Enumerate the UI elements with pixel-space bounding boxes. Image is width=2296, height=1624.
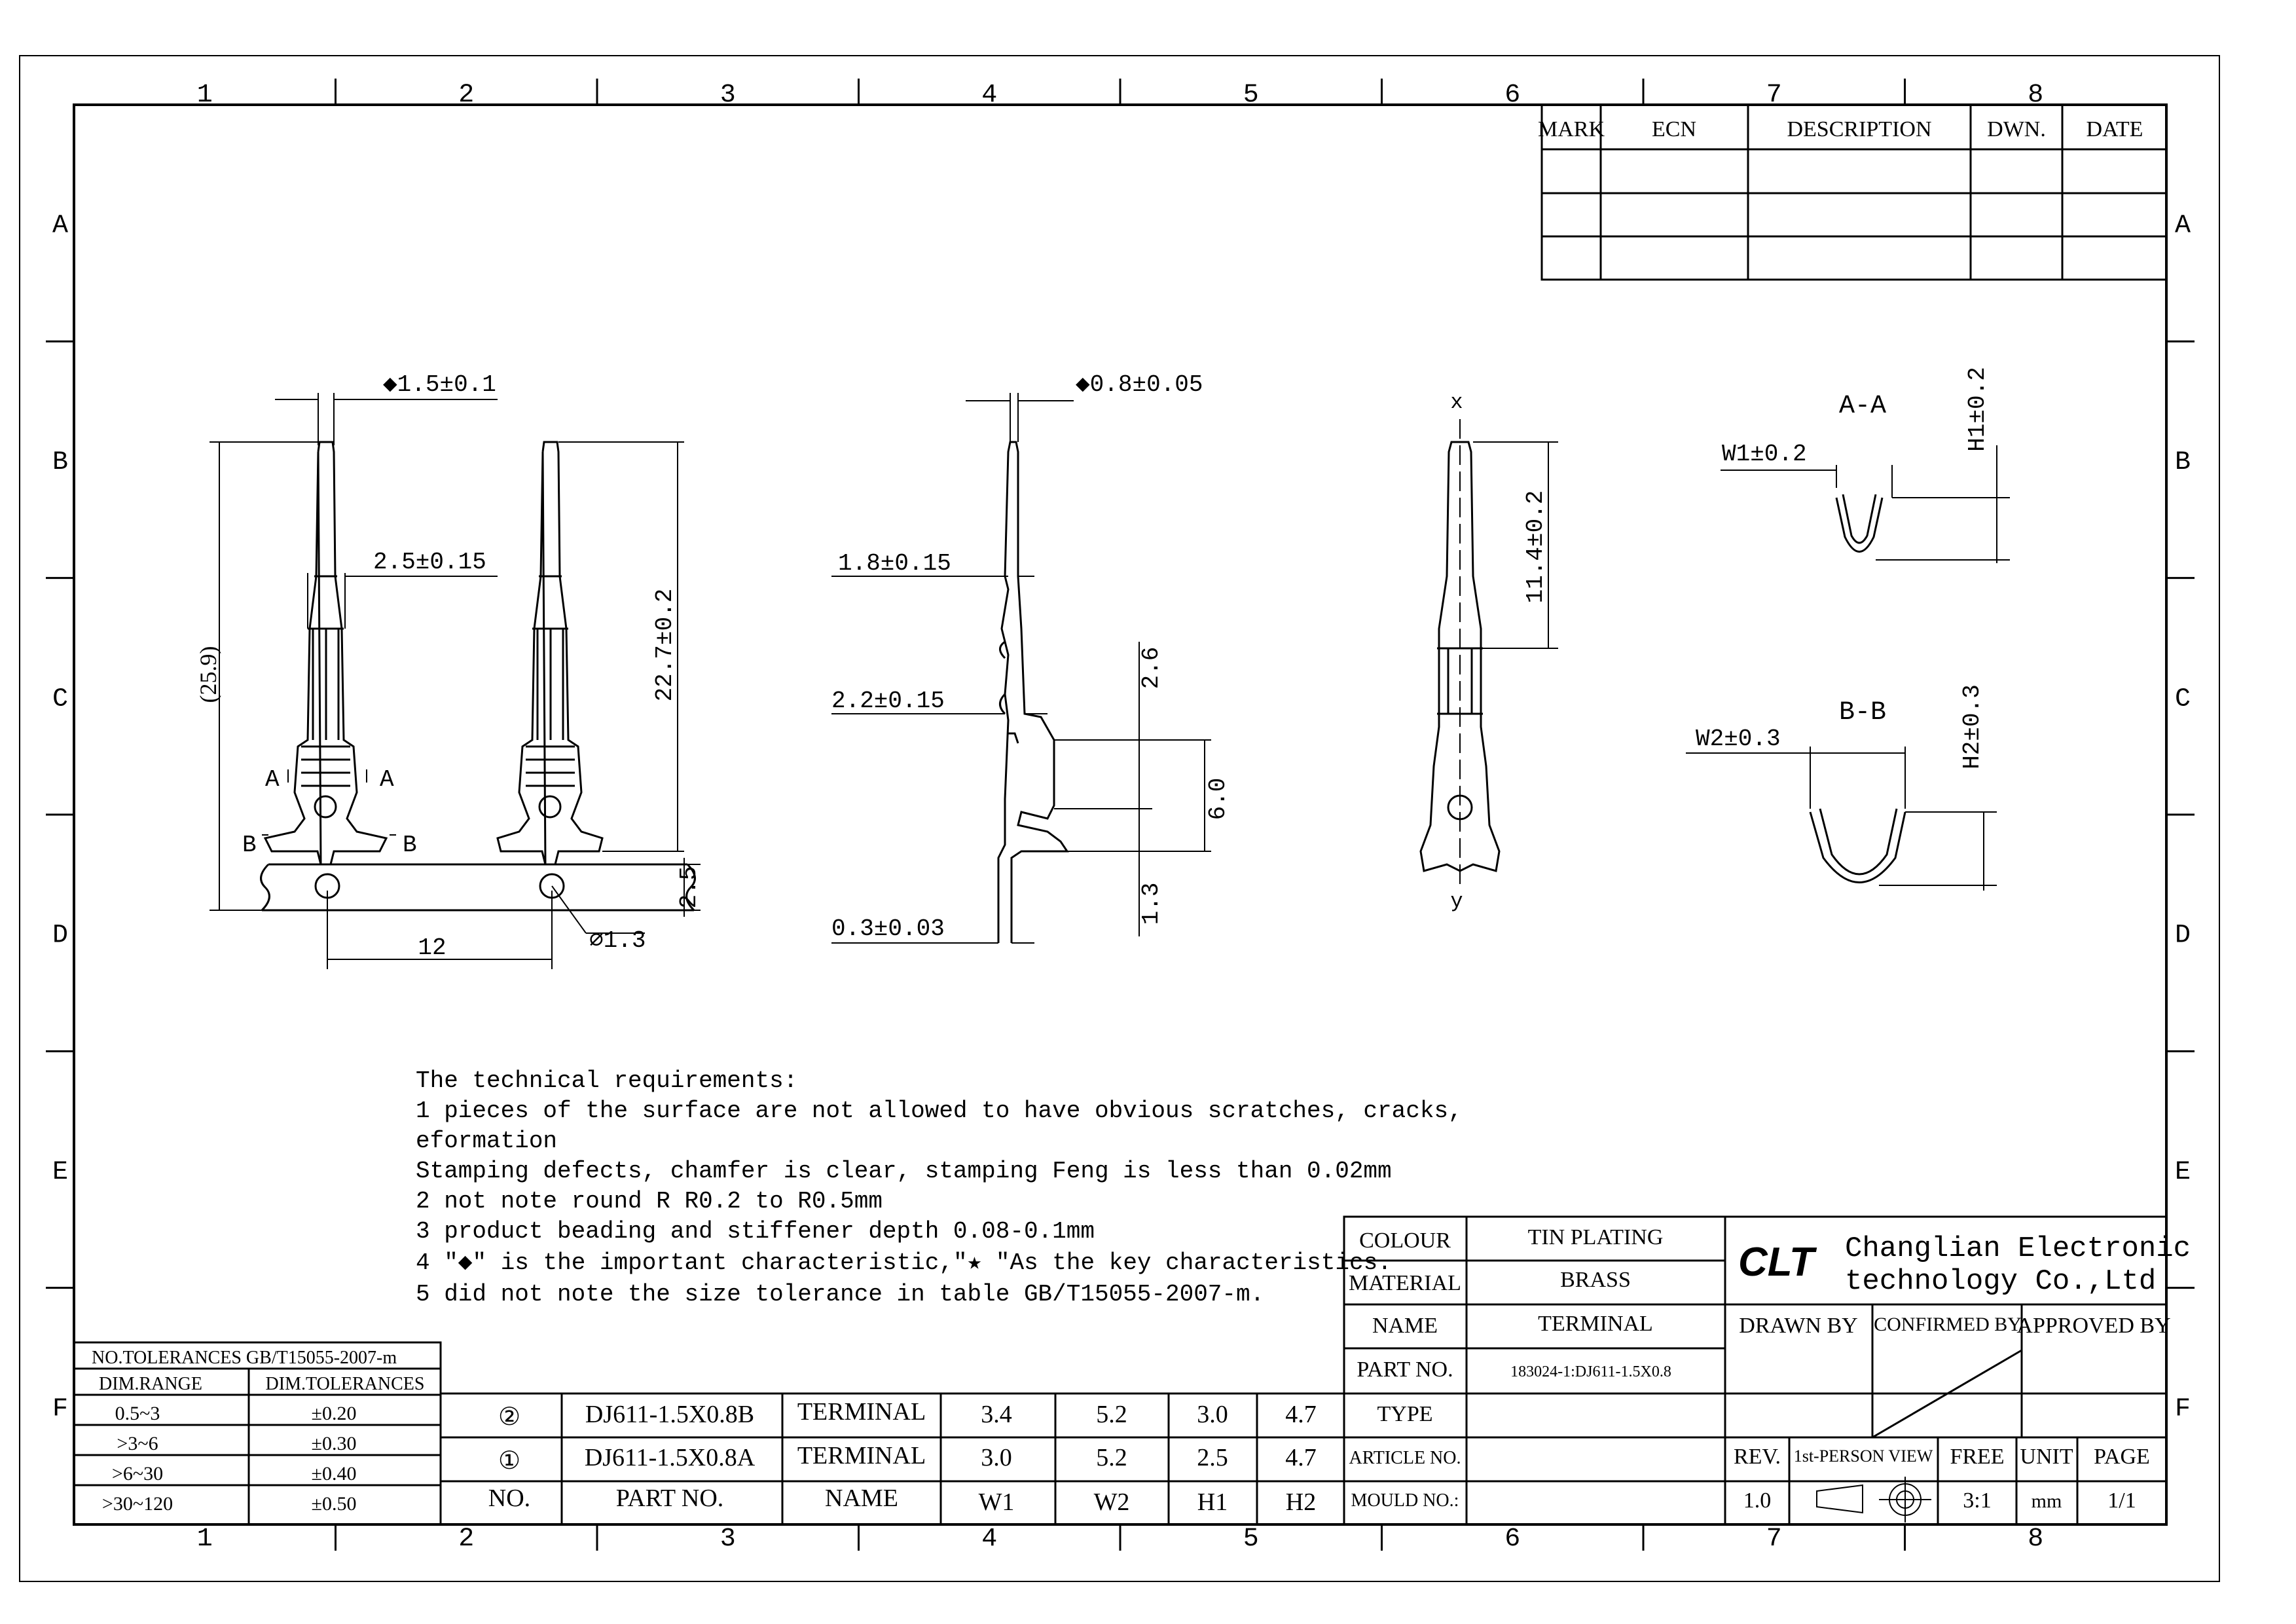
- note-line: 1 pieces of the surface are not allowed to have obvious scratches, cracks,: [416, 1098, 1463, 1124]
- dim-front-tip: ◆1.5±0.1: [383, 371, 496, 398]
- tolerance-range: >3~6: [117, 1433, 158, 1454]
- parts-header-h2: H2: [1285, 1488, 1317, 1516]
- zone-label: 8: [2028, 1524, 2044, 1554]
- tb-material-label: MATERIAL: [1349, 1271, 1461, 1295]
- section-bb-title: B-B: [1838, 698, 1887, 728]
- section-a-left: A: [265, 766, 280, 793]
- tolerance-header-range: DIM.RANGE: [99, 1374, 202, 1394]
- part-h2: 4.7: [1285, 1444, 1317, 1471]
- note-line: The technical requirements:: [416, 1067, 798, 1094]
- zone-label: C: [2174, 684, 2191, 714]
- part-h1: 2.5: [1197, 1444, 1228, 1471]
- dim-side-1: 1.8±0.15: [838, 550, 951, 577]
- tolerance-range: 0.5~3: [115, 1403, 160, 1424]
- zone-label: 4: [981, 1524, 998, 1554]
- tb-unit-value: mm: [2031, 1490, 2062, 1512]
- tb-colour-value: TIN PLATING: [1527, 1225, 1664, 1249]
- rev-header-date: DATE: [2086, 117, 2143, 141]
- zone-label: 5: [1243, 81, 1259, 110]
- dim-front-total: (25.9): [195, 646, 221, 703]
- rev-header-mark: MARK: [1537, 117, 1605, 141]
- tb-view-label: 1st-PERSON VIEW: [1793, 1447, 1933, 1466]
- zone-label: 1: [196, 1524, 213, 1554]
- parts-header-h1: H1: [1197, 1488, 1228, 1516]
- tb-unit-label: UNIT: [2020, 1445, 2073, 1469]
- part-number: DJ611-1.5X0.8B: [585, 1401, 755, 1428]
- zone-label: 2: [458, 1524, 475, 1554]
- dim-side-26: 2.6: [1138, 646, 1165, 690]
- zone-label: 1: [196, 81, 213, 110]
- zone-label: C: [52, 684, 69, 714]
- tb-drawn-by: DRAWN BY: [1739, 1314, 1858, 1338]
- zone-label: 4: [981, 81, 998, 110]
- tb-scale-value: 3:1: [1963, 1488, 1992, 1513]
- tb-rev-value: 1.0: [1743, 1488, 1772, 1513]
- tolerance-title: NO.TOLERANCES GB/T15055-2007-m: [92, 1348, 397, 1368]
- tb-colour-label: COLOUR: [1359, 1228, 1451, 1253]
- tb-article-label: ARTICLE NO.: [1349, 1448, 1461, 1468]
- tolerance-value: ±0.40: [311, 1463, 357, 1485]
- section-b-left: B: [242, 832, 257, 858]
- dim-back-length: 11.4±0.2: [1522, 490, 1549, 604]
- part-w2: 5.2: [1096, 1401, 1127, 1428]
- parts-header-partno: PART NO.: [615, 1485, 724, 1512]
- section-b-right: B: [403, 832, 417, 858]
- zone-label: 8: [2028, 81, 2044, 110]
- note-line: 4 "◆" is the important characteristic,"★ "As the key characteristics.: [416, 1249, 1392, 1276]
- section-aa-height: H1±0.2: [1964, 367, 1991, 452]
- back-axis-y: y: [1450, 889, 1463, 913]
- tolerance-value: ±0.20: [311, 1403, 357, 1424]
- rev-header-description: DESCRIPTION: [1787, 117, 1932, 141]
- dim-side-60: 6.0: [1205, 777, 1231, 821]
- zone-label: 6: [1504, 81, 1521, 110]
- back-view: [1421, 419, 1558, 891]
- tolerance-value: ±0.30: [311, 1433, 357, 1454]
- dim-front-neck: 2.5±0.15: [373, 549, 486, 576]
- parts-header-w1: W1: [978, 1488, 1015, 1516]
- dim-front-length: 22.7±0.2: [651, 588, 678, 702]
- tolerance-range: >30~120: [101, 1493, 173, 1515]
- company-name-line2: technology Co.,Ltd: [1845, 1265, 2157, 1298]
- parts-header-name: NAME: [825, 1485, 898, 1512]
- dim-side-13: 1.3: [1138, 882, 1165, 925]
- dim-side-2: 2.2±0.15: [831, 688, 945, 714]
- zone-label: 3: [720, 1524, 736, 1554]
- zone-label: 5: [1243, 1524, 1259, 1554]
- tolerance-header-tol: DIM.TOLERANCES: [265, 1374, 425, 1394]
- parts-header-w2: W2: [1093, 1488, 1130, 1516]
- part-number: DJ611-1.5X0.8A: [584, 1444, 756, 1471]
- section-aa-title: A-A: [1838, 392, 1887, 421]
- zone-label: F: [2174, 1394, 2191, 1424]
- tb-confirmed-by: CONFIRMED BY: [1874, 1314, 2022, 1335]
- tb-material-value: BRASS: [1560, 1268, 1631, 1292]
- company-logo: CLT: [1738, 1240, 1814, 1285]
- parts-header-no: NO.: [488, 1485, 531, 1512]
- tb-name-label: NAME: [1372, 1314, 1438, 1338]
- tb-mould-label: MOULD NO.:: [1351, 1490, 1459, 1511]
- section-a-right: A: [380, 766, 394, 793]
- part-name: TERMINAL: [797, 1398, 926, 1426]
- back-axis-x: x: [1450, 390, 1463, 415]
- zone-label: 7: [1766, 81, 1782, 110]
- tb-name-value: TERMINAL: [1538, 1312, 1653, 1336]
- zone-label: A: [2174, 211, 2191, 241]
- zone-label: A: [52, 211, 69, 241]
- tb-rev-label: REV.: [1733, 1445, 1781, 1469]
- part-w2: 5.2: [1096, 1444, 1127, 1471]
- zone-label: E: [2174, 1158, 2191, 1187]
- part-name: TERMINAL: [797, 1442, 926, 1469]
- company-name-line1: Changlian Electronic: [1845, 1232, 2191, 1265]
- rev-header-dwn: DWN.: [1987, 117, 2046, 141]
- tb-page-label: PAGE: [2094, 1445, 2150, 1469]
- note-line: 2 not note round R R0.2 to R0.5mm: [416, 1188, 883, 1215]
- dim-front-pitch: 12: [418, 934, 446, 961]
- dim-side-tip: ◆0.8±0.05: [1076, 371, 1203, 398]
- zone-label: 3: [720, 81, 736, 110]
- dim-side-thickness: 0.3±0.03: [831, 915, 945, 942]
- part-w1: 3.0: [981, 1444, 1012, 1471]
- rev-header-ecn: ECN: [1652, 117, 1696, 141]
- tb-partno-label: PART NO.: [1357, 1357, 1453, 1382]
- tb-free-label: FREE: [1950, 1445, 2005, 1469]
- section-aa-width: W1±0.2: [1722, 441, 1807, 468]
- part-w1: 3.4: [981, 1401, 1012, 1428]
- note-line: 3 product beading and stiffener depth 0.08-0.1mm: [416, 1218, 1095, 1245]
- tb-type-label: TYPE: [1377, 1402, 1433, 1426]
- note-line: Stamping defects, chamfer is clear, stamping Feng is less than 0.02mm: [416, 1158, 1392, 1185]
- note-line: 5 did not note the size tolerance in table GB/T15055-2007-m.: [416, 1281, 1265, 1308]
- part-h1: 3.0: [1197, 1401, 1228, 1428]
- part-no-index: ②: [498, 1403, 521, 1431]
- zone-label: F: [52, 1394, 69, 1424]
- tb-approved-by: APPROVED BY: [2016, 1314, 2171, 1338]
- dim-front-hole: ⌀1.3: [589, 927, 646, 954]
- section-bb-height: H2±0.3: [1959, 684, 1986, 769]
- dim-front-carrier: 2.5: [676, 866, 702, 909]
- zone-label: D: [2174, 921, 2191, 951]
- section-bb-width: W2±0.3: [1696, 726, 1781, 752]
- note-line: eformation: [416, 1128, 558, 1154]
- front-view: [210, 393, 701, 969]
- zone-label: 7: [1766, 1524, 1782, 1554]
- zone-label: 2: [458, 81, 475, 110]
- inner-border: [74, 105, 2166, 1524]
- tb-partno-value: 183024-1:DJ611-1.5X0.8: [1510, 1363, 1671, 1380]
- tolerance-value: ±0.50: [311, 1493, 357, 1515]
- zone-label: B: [2174, 448, 2191, 477]
- zone-label: 6: [1504, 1524, 1521, 1554]
- part-h2: 4.7: [1285, 1401, 1317, 1428]
- zone-label: D: [52, 921, 69, 951]
- zone-label: E: [52, 1158, 69, 1187]
- zone-label: B: [52, 448, 69, 477]
- tb-page-value: 1/1: [2107, 1488, 2136, 1513]
- section-bb: [1686, 747, 1997, 891]
- part-no-index: ①: [498, 1447, 521, 1475]
- tolerance-range: >6~30: [111, 1463, 164, 1485]
- technical-notes: [416, 1067, 1463, 1308]
